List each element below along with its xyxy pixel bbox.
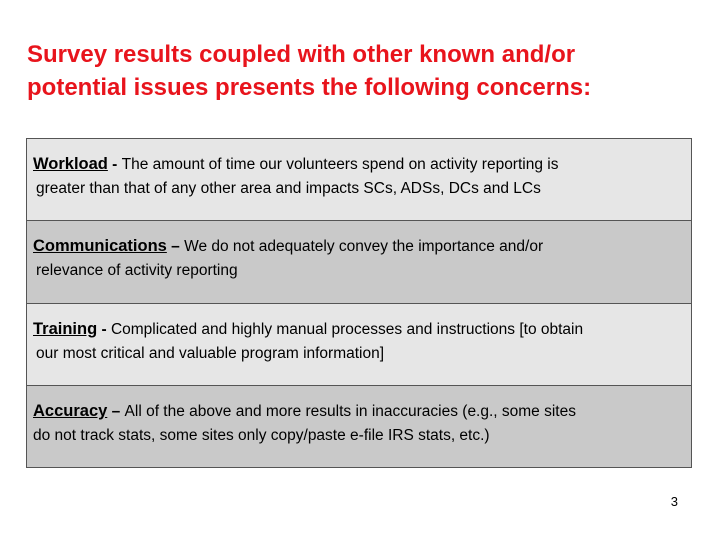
concern-line-2: do not track stats, some sites only copy/paste e-file IRS stats, etc.) <box>33 426 490 444</box>
concerns-table <box>26 138 692 468</box>
concern-separator: – <box>166 238 185 256</box>
concern-row-communications <box>27 220 691 302</box>
page-number: 3 <box>670 494 678 509</box>
concern-heading: Communications <box>33 237 167 256</box>
concern-line-1 <box>33 152 685 177</box>
slide-title <box>27 38 707 104</box>
concern-line-2: relevance of activity reporting <box>36 262 238 280</box>
concern-heading: Accuracy <box>33 401 108 420</box>
concern-text: We do not adequately convey the importance and/or <box>184 238 544 256</box>
concern-row-accuracy <box>27 385 691 467</box>
concern-heading: Training <box>33 319 98 338</box>
concern-row-training <box>27 303 691 385</box>
concern-line-1 <box>33 317 685 342</box>
title-line-1: Survey results coupled with other known and/or <box>27 41 576 68</box>
concern-heading: Workload <box>33 155 108 173</box>
concern-text: Complicated and highly manual processes and instructions [to obtain <box>110 320 584 338</box>
concern-line-2: our most critical and valuable program information] <box>36 344 385 362</box>
concern-line-1 <box>33 234 685 259</box>
concern-line-1 <box>33 399 685 424</box>
title-line-2: potential issues presents the following concerns: <box>27 74 592 101</box>
concern-separator: – <box>107 402 125 420</box>
concern-line-2: greater than that of any other area and impacts SCs, ADSs, DCs and LCs <box>36 180 541 197</box>
concern-separator: - <box>107 156 122 173</box>
concern-row-workload <box>27 139 691 220</box>
concern-text: All of the above and more results in inaccuracies (e.g., some sites <box>124 402 576 420</box>
concern-text: The amount of time our volunteers spend on activity reporting is <box>121 156 559 173</box>
concern-separator: - <box>97 320 111 338</box>
